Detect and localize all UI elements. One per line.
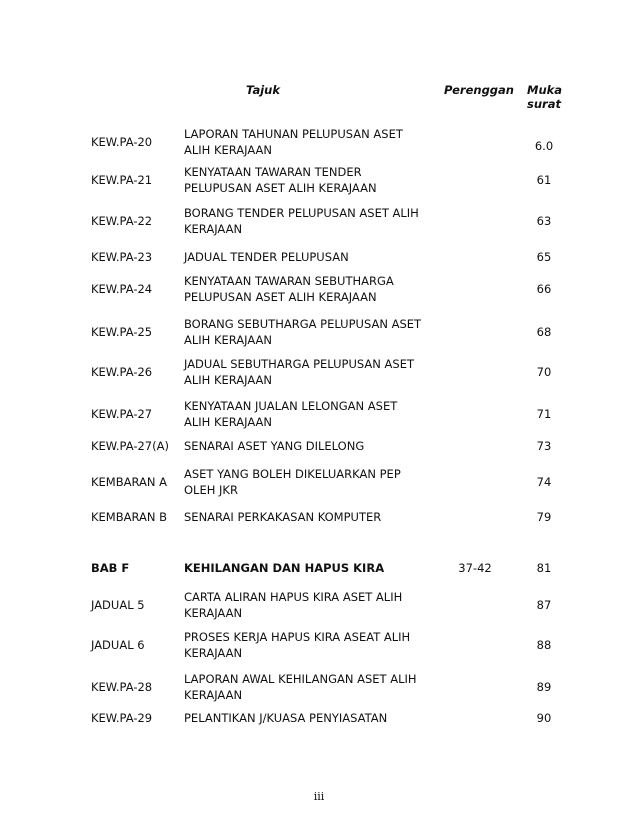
row-code: KEW.PA-25 — [91, 325, 153, 339]
row-title-line1: LAPORAN TAHUNAN PELUPUSAN ASET — [184, 127, 403, 141]
row-title — [184, 671, 444, 703]
row-page-number: 89 — [536, 680, 552, 694]
row-title — [184, 509, 444, 525]
header-muka: Muka — [527, 83, 563, 97]
row-page-number: 79 — [536, 510, 552, 524]
row-title-line2: KERAJAAN — [184, 222, 243, 236]
row-title-line1: ASET YANG BOLEH DIKELUARKAN PEP — [184, 467, 401, 481]
row-page-number: 73 — [536, 439, 552, 453]
row-code: JADUAL 6 — [91, 638, 145, 652]
row-title — [184, 560, 444, 576]
row-title — [184, 205, 444, 237]
row-code: KEW.PA-21 — [91, 173, 153, 187]
row-page-number: 61 — [536, 173, 552, 187]
row-code: KEMBARAN B — [91, 510, 168, 524]
row-page-number: 88 — [536, 638, 552, 652]
row-code: KEW.PA-28 — [91, 680, 153, 694]
row-code: JADUAL 5 — [91, 598, 145, 612]
row-title-line2: KERAJAAN — [184, 688, 243, 702]
row-code: KEW.PA-23 — [91, 250, 153, 264]
row-code: KEW.PA-24 — [91, 282, 153, 296]
header-tajuk: Tajuk — [246, 83, 281, 97]
header-muka-surat — [527, 83, 562, 111]
row-title-line1: KENYATAAN TAWARAN TENDER — [184, 165, 362, 179]
row-title — [184, 273, 444, 305]
row-title-line2: PELUPUSAN ASET ALIH KERAJAAN — [184, 290, 377, 304]
row-page-number: 63 — [536, 214, 552, 228]
row-page-number: 71 — [536, 407, 552, 421]
row-title-line1: KEHILANGAN DAN HAPUS KIRA — [184, 561, 385, 575]
row-title-line1: BORANG SEBUTHARGA PELUPUSAN ASET — [184, 317, 422, 331]
row-title-line1: KENYATAAN TAWARAN SEBUTHARGA — [184, 274, 394, 288]
row-title-line1: JADUAL SEBUTHARGA PELUPUSAN ASET — [184, 357, 414, 371]
row-page-number: 70 — [536, 365, 552, 379]
header-surat: surat — [527, 97, 561, 111]
row-code: KEW.PA-26 — [91, 365, 153, 379]
page-number: iii — [313, 790, 325, 803]
row-code: KEW.PA-22 — [91, 214, 153, 228]
row-title — [184, 249, 444, 265]
row-code: BAB F — [91, 561, 130, 575]
row-title-line1: LAPORAN AWAL KEHILANGAN ASET ALIH — [184, 672, 417, 686]
row-title-line1: PROSES KERJA HAPUS KIRA ASEAT ALIH — [184, 630, 411, 644]
row-title — [184, 466, 444, 498]
row-code: KEW.PA-27(A) — [91, 439, 169, 453]
row-title — [184, 356, 444, 388]
row-page-number: 74 — [536, 475, 552, 489]
row-code: KEW.PA-27 — [91, 407, 153, 421]
row-title-line2: KERAJAAN — [184, 646, 243, 660]
row-page-number: 66 — [536, 282, 552, 296]
row-title — [184, 629, 444, 661]
row-title-line2: PELUPUSAN ASET ALIH KERAJAAN — [184, 181, 377, 195]
row-title — [184, 316, 444, 348]
row-page-number: 81 — [536, 561, 552, 575]
row-title-line2: ALIH KERAJAAN — [184, 333, 273, 347]
row-title — [184, 589, 444, 621]
row-title-line1: SENARAI ASET YANG DILELONG — [184, 439, 365, 453]
row-title-line1: JADUAL TENDER PELUPUSAN — [184, 250, 349, 264]
row-title-line1: SENARAI PERKAKASAN KOMPUTER — [184, 510, 382, 524]
row-title-line2: OLEH JKR — [184, 483, 238, 497]
row-title-line2: ALIH KERAJAAN — [184, 373, 273, 387]
row-title-line2: ALIH KERAJAAN — [184, 143, 273, 157]
row-title — [184, 126, 444, 158]
row-page-number: 87 — [536, 598, 552, 612]
row-title-line2: ALIH KERAJAAN — [184, 415, 273, 429]
row-title-line2: KERAJAAN — [184, 606, 243, 620]
row-code: KEMBARAN A — [91, 475, 168, 489]
row-page-number: 6.0 — [534, 139, 554, 153]
row-title — [184, 398, 444, 430]
row-paragraph: 37-42 — [458, 561, 492, 575]
row-page-number: 68 — [536, 325, 552, 339]
row-code: KEW.PA-20 — [91, 135, 153, 149]
row-code: KEW.PA-29 — [91, 711, 153, 725]
row-title-line1: CARTA ALIRAN HAPUS KIRA ASET ALIH — [184, 590, 403, 604]
row-title — [184, 164, 444, 196]
row-title-line1: PELANTIKAN J/KUASA PENYIASATAN — [184, 711, 388, 725]
row-title — [184, 438, 444, 454]
row-title-line1: KENYATAAN JUALAN LELONGAN ASET — [184, 399, 398, 413]
row-page-number: 65 — [536, 250, 552, 264]
header-perenggan: Perenggan — [444, 83, 514, 97]
row-title — [184, 710, 444, 726]
row-title-line1: BORANG TENDER PELUPUSAN ASET ALIH — [184, 206, 419, 220]
row-page-number: 90 — [536, 711, 552, 725]
